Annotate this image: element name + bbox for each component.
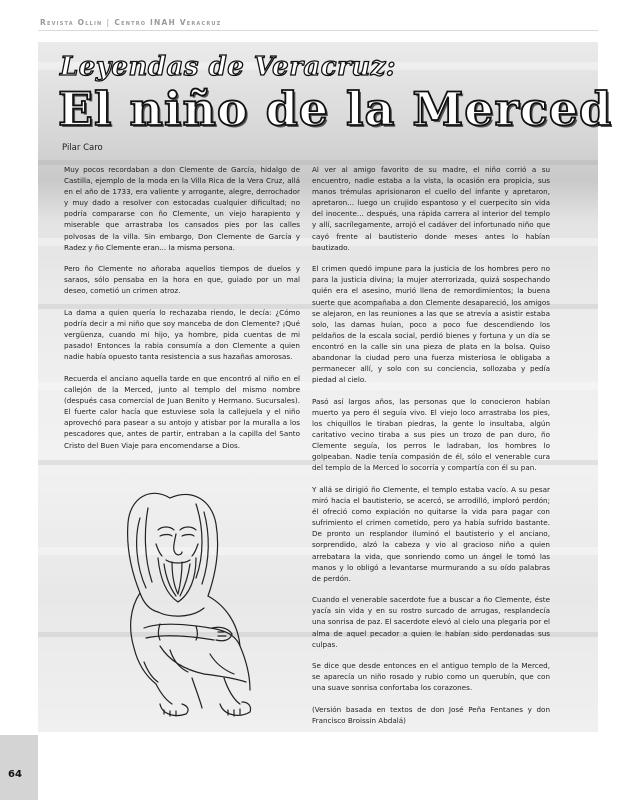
paragraph: Muy pocos recordaban a don Clemente de García, hidalgo de Castilla, ejemplo de la moda en la Villa Rica de la Vera Cruz, allá en el año de 1733, era valiente y arrogante, alegre, derrochador y muy dado a resolver con estocadas cualquier dificultad; no podría compararse con ño Clemente, un viejo harapiento y miserable que arrastraba los cansados pies por las calles polvosas de la villa. Sin embargo, Don Clemente de García y Radez y ño Clemente eran... la misma persona.	[64, 165, 300, 252]
paragraph: Se dice que desde entonces en el antiguo templo de la Merced, se aparecía un niño rosado y rubio como un querubín, que con una suave sonrisa confortaba los corazones.	[312, 661, 550, 693]
paragraph: Pero ño Clemente no añoraba aquellos tiempos de duelos y saraos, sólo pensaba en la hora en que, guiado por un mal deseo, cometió un crimen atroz.	[64, 264, 300, 296]
section-name: Centro INAH Veracruz	[114, 18, 222, 27]
paragraph: Al ver al amigo favorito de su madre, el niño corrió a su encuentro, nadie estaba a la vista, la ocasión era propicia, sus manos trémulas aprisionaron el cuello del infante y apretaron, apretaron... luego un crujido espantoso y el cuerpecito sin vida del inocente... después, una rápida carrera al interior del templo y allí, sacrílegamente, arrojó el cadáver del infortunado niño que cayó frente al bautisterio donde meses antes lo habían bautizado.	[312, 165, 550, 252]
left-column	[64, 164, 300, 461]
header-rule	[38, 30, 598, 31]
paragraph: Pasó así largos años, las personas que lo conocieron habían muerto ya pero él seguía vivo. El viejo loco arrastraba los pies, los chiquillos le tiraban piedras, la gente lo insultaba, algún caritativo vecino tiraba a sus pies un trozo de pan duro, ño Clemente seguía, los perros le ladraban, los hombres lo golpeaban. Nadie tenía compasión de él, sólo el venerable cura del templo de la Merced lo socorría y compartía con él su pan.	[312, 396, 550, 473]
paragraph: Y allá se dirigió ño Clemente, el templo estaba vacío. A su pesar miró hacia el bautisterio, se acercó, se arrodilló, imploró perdón; él ofreció como expiación no quitarse la vida para pagar con sufrimiento el crimen cometido, pero ya había sufrido bastante. De pronto un resplandor iluminó el bautisterio y el anciano, sorprendido, alzó la cabeza y vio al gracioso niño a quien arrebatara la vida, que sonriendo como un ángel le tomó las manos y lo obligó a levantarse murmurando a su oído palabras de perdón.	[312, 484, 550, 583]
paragraph: (Versión basada en textos de don José Peña Fentanes y don Francisco Broissin Abdalá)	[312, 705, 550, 726]
article-author: Pilar Caro	[62, 143, 103, 153]
journal-name: Revista Ollin	[40, 18, 103, 27]
paragraph: El crimen quedó impune para la justicia de los hombres pero no para la justicia divina; la mujer aterrorizada, quizá sospechando quién era el asesino, murió llena de remordimientos; la buena suerte que acompañaba a don Clemente desapareció, los amigos se alejaron, en las reuniones a las que se atrevía a asistir estaba solo, las damas huían, poco a poco fue descendiendo los peldaños de la escala social, perdió bienes y fortuna y un día se encontró en la calle sin una pieza de plata en la bolsa. Quiso abandonar la ciudad pero una fuerza misteriosa le obligaba a permanecer allí, y solo con su conciencia, sollozaba y pedía piedad al cielo.	[312, 264, 550, 385]
article-kicker: Leyendas de Veracruz:	[60, 52, 397, 82]
paragraph: Cuando el venerable sacerdote fue a buscar a ño Clemente, éste yacía sin vida y en su rostro surcado de arrugas, resplandecía una sonrisa de paz. El sacerdote elevó al cielo una plegaria por el alma de aquel pecador a quien le habían sido perdonadas sus culpas.	[312, 595, 550, 649]
page-number: 64	[8, 769, 22, 780]
page-gutter	[0, 0, 38, 800]
page-number-block	[0, 735, 38, 800]
article-title: El niño de la Merced	[58, 82, 613, 136]
hermit-illustration	[100, 478, 275, 723]
right-column	[312, 164, 550, 737]
paragraph: La dama a quien quería lo rechazaba riendo, le decía: ¿Cómo podría decir a mi niño que soy manceba de don Clemente? ¡Qué vergüenza, cuando mi hijo, ya hombre, pida cuentas de mi pasado! Entonces la rabia consumía a don Clemente a quien nadie había opuesto tanta resistencia a sus hazañas amorosas.	[64, 308, 300, 362]
running-header: Revista Ollin | Centro INAH Veracruz	[40, 18, 222, 27]
paragraph: Recuerda el anciano aquella tarde en que encontró al niño en el callejón de la Merced, junto al templo del mismo nombre (después casa comercial de Juan Benito y Hermano. Sucursales). El fuerte calor hacía que estuviese sola la callejuela y el niño aprovechó para pasear a su antojo y atisbar por la muralla a los pescadores que, antes de partir, entraban a la capilla del Santo Cristo del Buen Viaje para encomendarse a Dios.	[64, 374, 300, 450]
